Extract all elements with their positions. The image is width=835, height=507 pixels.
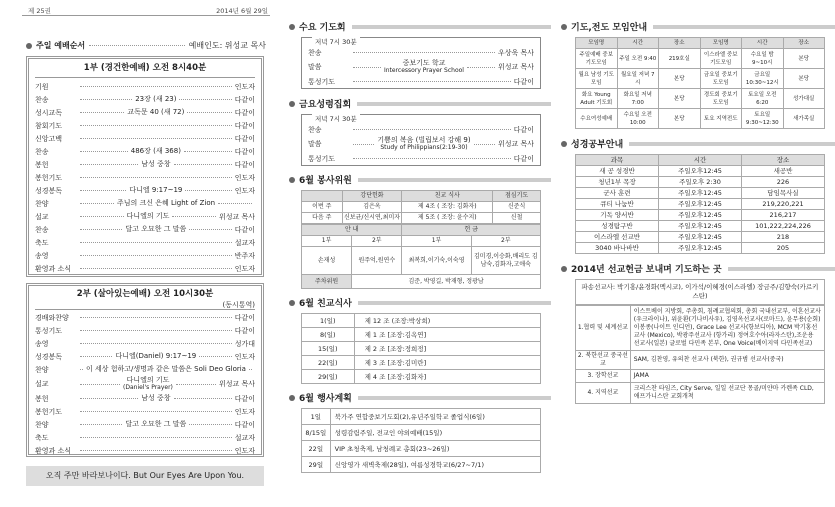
meal-section-head [289, 296, 551, 309]
section-bullet-icon [26, 43, 32, 49]
order-item-detail: 기쁨의 복음 (빌립보서 강해 9) Study of Philippians(2:19-30) [377, 136, 471, 151]
footer-banner: 오직 주만 바라보나이다. But Our Eyes Are Upon You. [26, 466, 264, 486]
order-item-detail: 다니엘 9:17~19 [129, 186, 183, 194]
mission-section-head [561, 262, 835, 275]
order-item-detail: 중보기도 학교 Intercessory Prayer School [383, 59, 464, 74]
order-item-label: 환영과 소식 [35, 446, 72, 455]
order-item-detail: 486장 (새 368) [130, 147, 181, 155]
mission-row: 4. 지역선교 크리스찬 타임즈, City Serve, 일일 선교단 몽골/미얀마 카렌족 CLD, 애프가니스탄 교회개척 [576, 383, 825, 404]
study-row: 청년1부 목장 주일오후 2:30 226 [576, 177, 825, 188]
order-row [35, 418, 255, 431]
order-row [308, 75, 534, 88]
order-row [35, 311, 255, 324]
service1-title: 1부 (경건한예배) 오전 8시40분 [35, 61, 255, 78]
order-item-role: 다같이 [513, 125, 534, 134]
order-item-role: 다같이 [234, 313, 255, 322]
section-bullet-icon [289, 300, 295, 306]
order-item-role: 인도자 [234, 407, 255, 416]
section-bullet-icon [561, 141, 567, 147]
fri-box [301, 114, 541, 166]
wed-box [301, 37, 541, 89]
service2-rows [35, 311, 255, 457]
order-item-detail: 이 세상 험하고/생명과 같은 말씀은 Soli Deo Gloria [86, 365, 246, 373]
info-column [561, 0, 835, 507]
order-row [35, 376, 255, 392]
order-item-label: 성경봉독 [35, 186, 63, 195]
serve-table: 강단헌화 친교 식사 점심기도 이번 주 김은옥 제 4조 ( 조장: 김화자) 신준식 다음 주 신보균/신시연,최미자 제 5조 ( 조장: 윤수지) 신철 [301, 190, 541, 224]
order-item-detail: 다니엘의 기도 (Daniel's Prayer) [123, 376, 173, 391]
order-item-role: 성가대 [234, 339, 255, 348]
order-item-label: 봉헌 [35, 160, 49, 169]
issue-header [0, 0, 278, 15]
section-bullet-icon [289, 24, 295, 30]
order-item-label: 경배와찬양 [35, 313, 69, 322]
mission-missionaries: 파송선교사: 박기홍/윤경화(멕시코), 이가석/이혜경(이스라엘) 장금주/김향숙(카르키스탄) [575, 279, 825, 305]
order-row [35, 106, 255, 119]
study-row: 새 공 성경반 주일오후12:45 새공반 [576, 166, 825, 177]
fri-section-head [289, 97, 551, 110]
fri-time: 저녁 7시 30분 [312, 114, 360, 123]
order-item-role: 설교자 [234, 433, 255, 442]
event-row: 1일 북가주 연합중보기도회(2),유년주일학교 졸업식(6일) [302, 409, 541, 425]
order-item-label: 축도 [35, 238, 49, 247]
order-row [35, 223, 255, 236]
order-item-detail: 23장 (새 23) [135, 95, 177, 103]
order-row [35, 93, 255, 106]
study-title: 성경공부안내 [571, 140, 624, 150]
worship-order-column [0, 0, 278, 507]
order-item-label: 환영과 소식 [35, 264, 72, 273]
order-item-label: 통성기도 [308, 154, 336, 163]
worship-title-row [26, 40, 266, 51]
order-row [35, 171, 255, 184]
order-item-role: 다같이 [234, 134, 255, 143]
order-item-label: 신앙고백 [35, 134, 63, 143]
order-item-label: 찬양 [35, 365, 49, 374]
order-row [308, 136, 534, 152]
order-item-label: 찬송 [308, 125, 322, 134]
order-row [308, 46, 534, 59]
order-item-role: 인도자 [234, 82, 255, 91]
order-row [35, 350, 255, 363]
order-item-detail: 교독문 40 (새 72) [127, 108, 185, 116]
order-row [35, 145, 255, 158]
order-row [35, 363, 255, 376]
order-item-label: 찬송 [35, 225, 49, 234]
order-row [35, 392, 255, 405]
order-item-detail: 주님의 크신 은혜 Light of Zion [116, 199, 216, 207]
order-row [35, 249, 255, 262]
mission-row: 1.협력 및 세계선교 이스트베이 지방회, 주총회, 침례교협의회, 총회 국내선교부, 이혼선교사(우크라이나), 위윤환(기나비사우), 김영옥선교사(로마드), 윤무용(순회) 이봉종(나이트 인디언), Grace Lee 선교사(항보디아), MCM 박기홍선교사 (Mexico), 박광주선교사 (항가리) 정여호수아(라자스탄),조운용 선교사(일본) 글로벌 다민족 본부, One Voice(베이지역 다민족선교) [576, 306, 825, 351]
order-row [308, 152, 534, 165]
meal-title: 6월 친교식사 [299, 299, 352, 309]
events-section-head [289, 391, 551, 404]
wed-time: 저녁 7시 30분 [312, 37, 360, 46]
order-item-detail: 다니엘(Daniel) 9:17~19 [115, 352, 197, 360]
section-bullet-icon [289, 395, 295, 401]
meal-row: 15(일) 제 2 조 [조장:정희정] [302, 342, 541, 356]
study-row: 이스라엘 선교반 주일오후12:45 218 [576, 232, 825, 243]
order-item-label: 찬송 [35, 95, 49, 104]
order-item-detail: 달고 오묘한 그 말씀 [125, 225, 187, 233]
mission-title: 2014년 선교헌금 보내며 기도하는 곳 [571, 265, 722, 275]
worship-title: 주일 예배순서 [36, 41, 86, 50]
order-item-role: 다같이 [234, 121, 255, 130]
groups-header-row: 모임명 시간 장소 모임명 시간 장소 [576, 38, 825, 49]
event-row: 29일 신앙영가 새벽축제(28일), 여름성경학교(6/27~7/1) [302, 457, 541, 473]
order-item-label: 찬양 [35, 199, 49, 208]
meal-table-wrap [301, 313, 541, 384]
order-row [35, 337, 255, 350]
order-item-label: 송영 [35, 251, 49, 260]
order-item-role: 우상욱 목사 [497, 48, 534, 57]
order-item-role: 다같이 [234, 225, 256, 234]
serve-table-wrap [301, 190, 541, 289]
wed-section-head [289, 20, 551, 33]
order-row [35, 324, 255, 337]
order-item-label: 봉헌기도 [35, 407, 63, 416]
order-row [35, 197, 255, 210]
order-item-detail: 남성 중창 [141, 394, 171, 402]
order-row [35, 405, 255, 418]
order-item-detail: 달고 오묘한 그 말씀 [125, 420, 187, 428]
serve-table2: 안 내 헌 금 1부 2부 1부 2부 손재성 원주억,원연수 최복희,이기숙,이숙영 김미경,이승화,배리도 김남숙,김화자,고애숙 주차위원 김준, 박영길, 박재형, 정광남 [301, 224, 541, 289]
section-bullet-icon [561, 24, 567, 30]
order-item-label: 참회기도 [35, 121, 63, 130]
order-row [35, 132, 255, 145]
study-section-head [561, 137, 835, 150]
order-item-label: 성경봉독 [35, 352, 63, 361]
order-item-role: 인도자 [234, 173, 255, 182]
mission-table [575, 305, 825, 404]
order-row [35, 184, 255, 197]
order-item-label: 설교 [35, 380, 49, 388]
order-item-role: 위성교 목사 [497, 63, 534, 71]
mission-row: 3. 장학선교 JAMA [576, 370, 825, 383]
order-item-role: 인도자 [234, 186, 255, 195]
study-row: 기독 양서반 주일오후12:45 216,217 [576, 210, 825, 221]
order-item-role: 위성교 목사 [218, 212, 256, 221]
order-row [308, 59, 534, 75]
order-item-label: 송영 [35, 339, 49, 348]
fri-title: 금요성령집회 [299, 100, 352, 110]
order-item-role: 인도자 [234, 352, 256, 361]
order-item-detail: 남성 중창 [141, 160, 171, 168]
order-item-label: 봉헌기도 [35, 173, 63, 182]
section-bullet-icon [561, 266, 567, 272]
order-item-label: 말씀 [308, 63, 322, 71]
group-row: 월요 남성 기도 모임 월요일 저녁 7시 본당 금요일 중보기도모임 금요일 10:30~12시 본당 [576, 69, 825, 89]
event-row: 8/15일 성령감림주일, 전교인 야외예배(15일) [302, 425, 541, 441]
order-item-role: 반주자 [234, 251, 255, 260]
events-table [301, 408, 541, 473]
order-item-role: 다같이 [234, 394, 256, 403]
order-item-role: 인도자 [234, 264, 255, 273]
order-row [35, 431, 255, 444]
order-item-role: 위성교 목사 [497, 140, 534, 148]
events-table-wrap [301, 408, 541, 473]
order-item-label: 찬송 [35, 147, 49, 156]
meal-row: 1(일) 제 12 조 (조장:박상희) [302, 314, 541, 328]
service2-title: 2부 (살아있는예배) 오전 10시30분 [76, 289, 214, 299]
order-item-role: 다같이 [234, 108, 256, 117]
meal-row: 22(일) 제 3 조 [조장:김미란] [302, 356, 541, 370]
order-item-role: 다같이 [234, 147, 255, 156]
order-row [35, 80, 255, 93]
service2-box [26, 283, 264, 457]
groups-title: 기도,전도 모임안내 [571, 23, 648, 33]
study-row: 군사 훈련 주일오후12:45 담임목사실 [576, 188, 825, 199]
order-row [35, 119, 255, 132]
section-bullet-icon [289, 177, 295, 183]
order-item-label: 찬송 [308, 48, 322, 57]
order-row [35, 236, 255, 249]
order-item-role: 다같이 [234, 420, 256, 429]
order-item-role: 인도자 [234, 446, 255, 455]
meal-row: 8(일) 제 1 조 [조장:김옥연] [302, 328, 541, 342]
order-item-label: 축도 [35, 433, 49, 442]
order-item-label: 말씀 [308, 140, 322, 148]
study-table [575, 154, 825, 254]
order-item-label: 성시교독 [35, 108, 63, 117]
order-item-role: 다같이 [234, 326, 255, 335]
groups-table [575, 37, 825, 129]
order-item-detail: 다니엘의 기도 [126, 212, 170, 220]
wed-title: 수요 기도회 [299, 23, 346, 33]
group-row: 화요 Young Adult 기도회 화요일 저녁7:00 본당 경도회 중보기도모임 토요일 오전 6:20 성가대실 [576, 89, 825, 109]
study-row: 성경탐구반 주일오후12:45 101,222,224,226 [576, 221, 825, 232]
meal-row: 29(일) 제 4 조 [조장:김화자] [302, 370, 541, 384]
issue-number: 제 25권 [28, 7, 51, 15]
order-item-label: 설교 [35, 212, 49, 221]
study-header-row: 과목 시간 장소 [576, 155, 825, 166]
order-item-label: 기원 [35, 82, 49, 91]
order-row [35, 158, 255, 171]
events-column [289, 0, 551, 507]
service1-rows [35, 80, 255, 275]
order-item-label: 찬양 [35, 420, 49, 429]
event-row: 22일 VIP 초청축제, 남청례교 총회(23~26일) [302, 441, 541, 457]
order-item-label: 봉헌 [35, 394, 49, 403]
order-row [35, 262, 255, 275]
order-item-label: 통성기도 [35, 326, 63, 335]
order-item-role: 다같이 [234, 95, 255, 104]
service1-box [26, 56, 264, 277]
meal-table [301, 313, 541, 384]
order-row [35, 444, 255, 457]
groups-section-head [561, 20, 835, 33]
order-item-role: 위성교 목사 [218, 380, 255, 388]
study-row: 큐티 나눔반 주일오후12:45 219,220,221 [576, 199, 825, 210]
mission-row: 2. 북한선교 중국선교 SAM, 김찬영, 유의찬 선교사 (북한), 권규범 선교사(중국) [576, 351, 825, 370]
order-item-label: 통성기도 [308, 77, 336, 86]
order-item-role: 다같이 [234, 160, 256, 169]
order-row [35, 210, 255, 223]
serve-section-head [289, 173, 551, 186]
issue-date: 2014년 6월 29일 [216, 7, 268, 15]
order-row [308, 123, 534, 136]
group-row: 주일예배 중보기도모임 주일 오전 9:40 219호실 이스라엘 중보기도모임 수요일 밤 9~10시 본당 [576, 49, 825, 69]
service2-subtitle: (동시통역) [35, 300, 255, 310]
group-row: 수요여성예배 수요일 오전 10:00 본당 토요 지역전도 토요일 9:30~12:30 새가족실 [576, 109, 825, 129]
study-row: 3040 바나바반 주일오후12:45 205 [576, 243, 825, 254]
header-divider [22, 15, 270, 16]
events-title: 6월 행사계획 [299, 394, 352, 404]
worship-leader: 예배인도: 위성교 목사 [188, 41, 266, 50]
section-bullet-icon [289, 101, 295, 107]
order-item-role: 다같이 [513, 77, 534, 86]
serve-title: 6월 봉사위원 [299, 176, 352, 186]
order-item-role: 설교자 [234, 238, 255, 247]
order-item-role: 다같이 [513, 154, 534, 163]
